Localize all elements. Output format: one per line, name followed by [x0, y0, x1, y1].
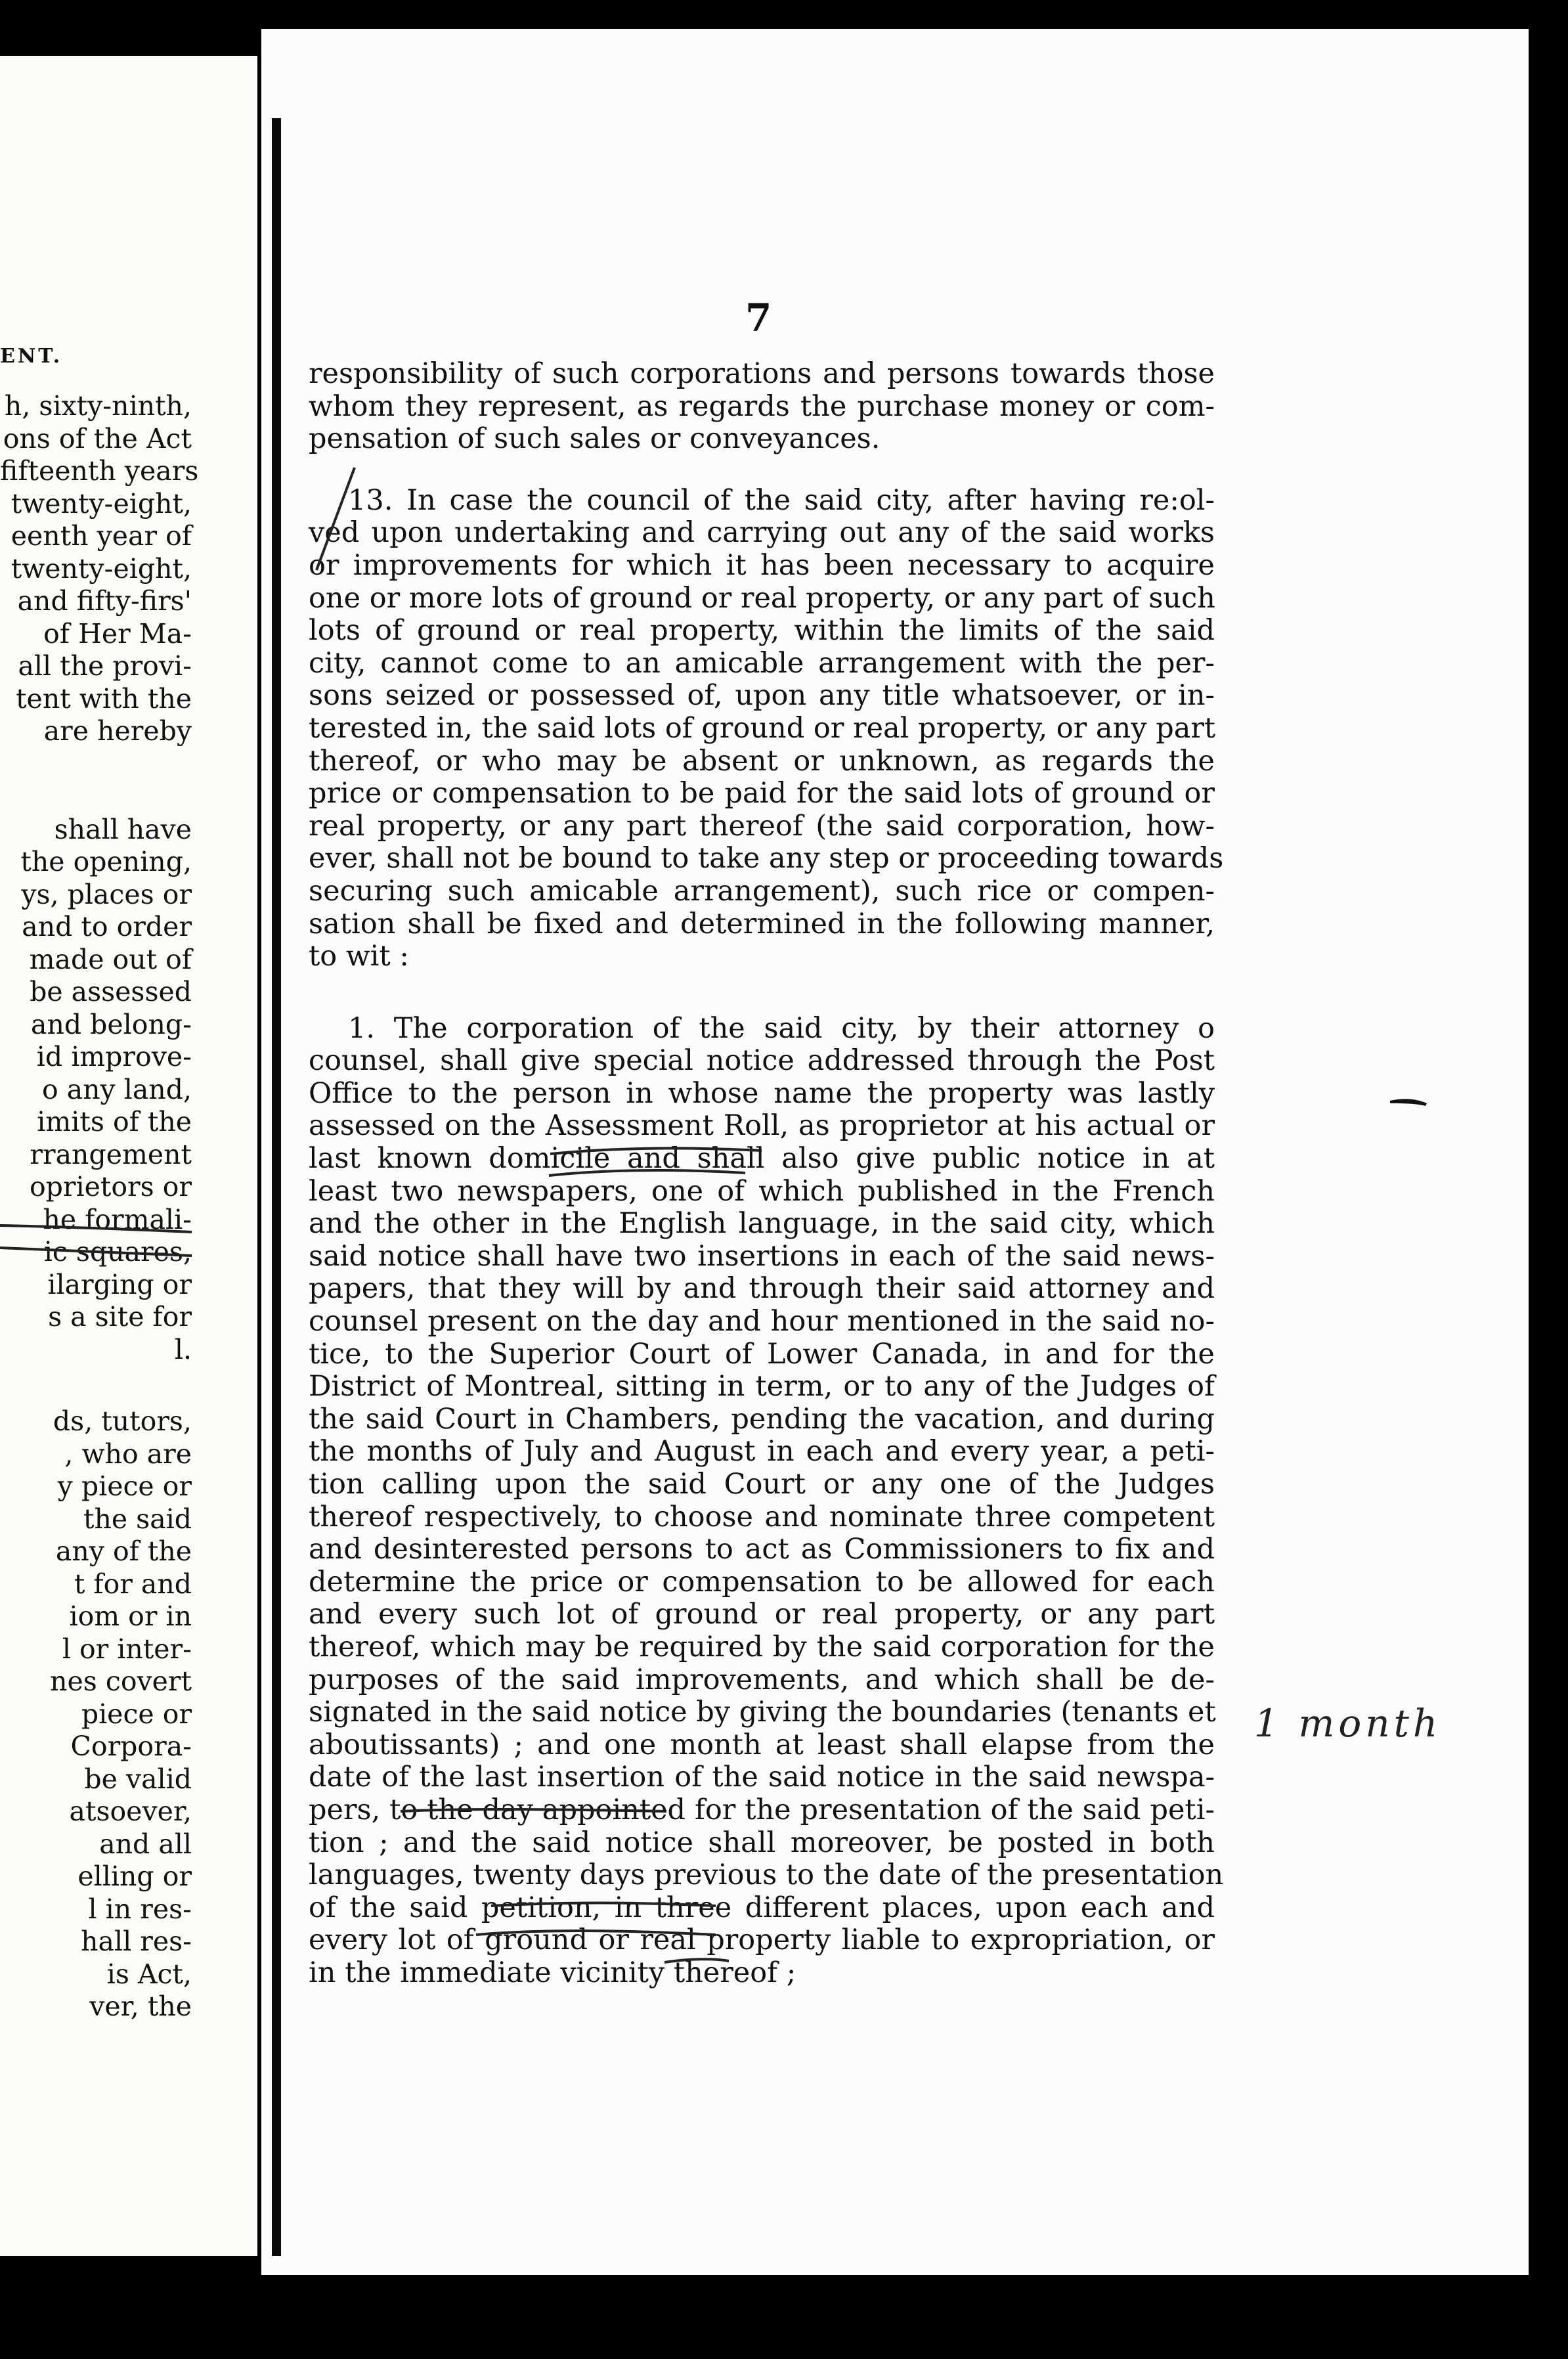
left-text-line: the opening, — [20, 846, 192, 877]
book-gutter-shadow — [272, 118, 281, 2256]
page-number: 7 — [745, 296, 772, 340]
left-text-line: , who are — [64, 1438, 192, 1470]
text-line: terested in, the said lots of ground or real property, or any part — [309, 711, 1216, 745]
left-text-line: the said — [83, 1503, 192, 1535]
left-text-line: elling or — [77, 1861, 192, 1892]
left-block-3 — [0, 1405, 197, 2023]
text-line: tion ; and the said notice shall moreover, be posted in both — [309, 1826, 1215, 1859]
left-text-line: s a site for — [48, 1301, 192, 1333]
left-text-line: ic squares, — [43, 1236, 192, 1268]
text-line: every lot of ground or real property liable to expropriation, or — [309, 1924, 1215, 1957]
text-line: 1. The corporation of the said city, by their attorney o — [348, 1011, 1215, 1045]
text-line: determine the price or compensation to be allowed for each — [309, 1565, 1215, 1598]
text-line: last known domicile and shall also give public notice in at — [309, 1142, 1215, 1176]
text-line: and the other in the English language, in the said city, which — [309, 1207, 1215, 1241]
text-line: pensation of such sales or conveyances. — [309, 422, 881, 456]
text-line: languages, twenty days previous to the date of the presentation — [309, 1859, 1224, 1892]
left-text-line: and to order — [22, 911, 192, 942]
text-line: said notice shall have two insertions in each of the said news- — [309, 1239, 1215, 1273]
text-line: ever, shall not be bound to take any step or proceeding towards — [309, 842, 1224, 875]
left-block-1 — [0, 390, 197, 748]
text-line: counsel present on the day and hour mentioned in the said no- — [309, 1305, 1215, 1338]
left-text-line: t for and — [74, 1568, 192, 1600]
text-line: one or more lots of ground or real property, or any part of such — [309, 581, 1215, 615]
left-text-line: ys, places or — [21, 878, 192, 910]
text-line: Office to the person in whose name the property was lastly — [309, 1076, 1215, 1110]
text-line: thereof, or who may be absent or unknown, as regards the — [309, 744, 1215, 778]
left-running-header: ENT. — [0, 345, 63, 368]
left-text-line: be assessed — [30, 976, 192, 1007]
text-line: pers, to the day appointed for the presentation of the said peti- — [309, 1793, 1215, 1826]
left-text-line: is Act, — [106, 1958, 192, 1990]
left-text-line: tent with the — [16, 682, 192, 715]
left-text-line: made out of — [29, 943, 192, 975]
text-line: 13. In case the council of the said city, after having re:ol- — [348, 483, 1215, 517]
left-text-line: shall have — [54, 813, 192, 845]
left-text-line: y piece or — [57, 1470, 192, 1502]
left-text-line: hall res- — [81, 1926, 192, 1957]
left-text-line: iom or in — [69, 1600, 192, 1632]
text-line: ved upon undertaking and carrying out any of the said works — [309, 516, 1215, 550]
left-text-line: l or inter- — [62, 1633, 192, 1665]
text-line: and every such lot of ground or real property, or any part — [309, 1598, 1215, 1631]
left-text-line: ds, tutors, — [53, 1405, 192, 1437]
left-text-line: ver, the — [89, 1991, 192, 2022]
left-text-line: atsoever, — [69, 1796, 192, 1827]
text-line: price or compensation to be paid for the said lots of ground or — [309, 777, 1215, 810]
text-line: tion calling upon the said Court or any one of the Judges — [309, 1468, 1215, 1501]
text-line: lots of ground or real property, within the limits of the said — [309, 614, 1215, 648]
text-line: thereof respectively, to choose and nominate three competent — [309, 1500, 1215, 1533]
handwritten-margin-note: 1 month — [1254, 1701, 1442, 1746]
text-line: thereof, which may be required by the said corporation for the — [309, 1630, 1215, 1664]
left-text-line: and fifty-firs' — [17, 585, 192, 617]
left-text-line: piece or — [81, 1698, 192, 1730]
left-text-line: twenty-eight, — [11, 487, 192, 519]
text-line: date of the last insertion of the said notice in the said newspa- — [309, 1761, 1215, 1794]
left-text-line: imits of the — [37, 1106, 192, 1137]
text-line: or improvements for which it has been necessary to acquire — [309, 548, 1215, 582]
text-line: in the immediate vicinity thereof ; — [309, 1956, 796, 1989]
left-text-line: oprietors or — [29, 1171, 192, 1202]
left-text-line: nes covert — [50, 1665, 192, 1697]
text-line: assessed on the Assessment Roll, as proprietor at his actual or — [309, 1109, 1215, 1143]
text-line: District of Montreal, sitting in term, or to any of the Judges of — [309, 1370, 1215, 1403]
left-text-line: l. — [174, 1333, 192, 1365]
text-line: of the said petition, in three different places, upon each and — [309, 1891, 1215, 1924]
left-text-line: fifteenth years — [0, 455, 199, 487]
text-line: counsel, shall give special notice addressed through the Post — [309, 1044, 1215, 1078]
text-line: tice, to the Superior Court of Lower Canada, in and for the — [309, 1337, 1215, 1371]
text-line: sons seized or possessed of, upon any title whatsoever, or in- — [309, 679, 1215, 713]
left-text-line: rrangement — [30, 1138, 192, 1170]
left-text-line: any of the — [55, 1535, 192, 1567]
text-line: real property, or any part thereof (the said corporation, how- — [309, 809, 1215, 843]
text-line: responsibility of such corporations and persons towards those — [309, 357, 1215, 390]
right-page-body — [309, 357, 1224, 1990]
text-line: the said Court in Chambers, pending the vacation, and during — [309, 1402, 1215, 1436]
left-text-line: ilarging or — [47, 1268, 192, 1300]
text-line: signated in the said notice by giving the boundaries (tenants et — [309, 1696, 1216, 1729]
left-text-line: twenty-eight, — [11, 552, 192, 584]
text-line: aboutissants) ; and one month at least shall elapse from the — [309, 1728, 1215, 1761]
left-text-line: and belong- — [31, 1008, 192, 1040]
text-line: city, cannot come to an amicable arrangement with the per- — [309, 646, 1215, 680]
text-line: the months of July and August in each and every year, a peti- — [309, 1435, 1215, 1468]
text-line: whom they represent, as regards the purchase money or com- — [309, 389, 1215, 423]
text-line: purposes of the said improvements, and which shall be de- — [309, 1663, 1215, 1696]
left-text-line: l in res- — [88, 1893, 192, 1925]
left-text-line: Corpora- — [70, 1731, 192, 1762]
left-text-line: are hereby — [43, 715, 192, 747]
left-text-line: h, sixty-ninth, — [4, 390, 192, 422]
ink-mark-margin — [1389, 1097, 1428, 1107]
left-text-line: of Her Ma- — [43, 617, 192, 650]
left-text-line: be valid — [84, 1763, 192, 1795]
left-text-line: id improve- — [36, 1041, 192, 1072]
left-text-line: ons of the Act — [3, 422, 192, 454]
left-text-line: eenth year of — [11, 520, 192, 552]
text-line: sation shall be fixed and determined in the following manner, — [309, 907, 1215, 940]
left-block-2 — [0, 814, 197, 1367]
left-text-line: o any land, — [41, 1073, 192, 1105]
left-text-line: all the provi- — [18, 650, 192, 682]
left-text-line: he formali- — [43, 1203, 192, 1235]
text-line: least two newspapers, one of which published in the French — [309, 1174, 1215, 1208]
left-text-line: and all — [99, 1828, 192, 1860]
text-line: papers, that they will by and through their said attorney and — [309, 1272, 1215, 1306]
paragraph-intro — [309, 358, 1215, 456]
left-page-text — [0, 345, 197, 2023]
text-line: to wit : — [309, 940, 409, 973]
section-13 — [309, 483, 1224, 973]
item-1 — [309, 1011, 1224, 1990]
text-line: and desinterested persons to act as Commissioners to fix and — [309, 1533, 1215, 1566]
text-line: securing such amicable arrangement), such rice or compen- — [309, 874, 1215, 908]
